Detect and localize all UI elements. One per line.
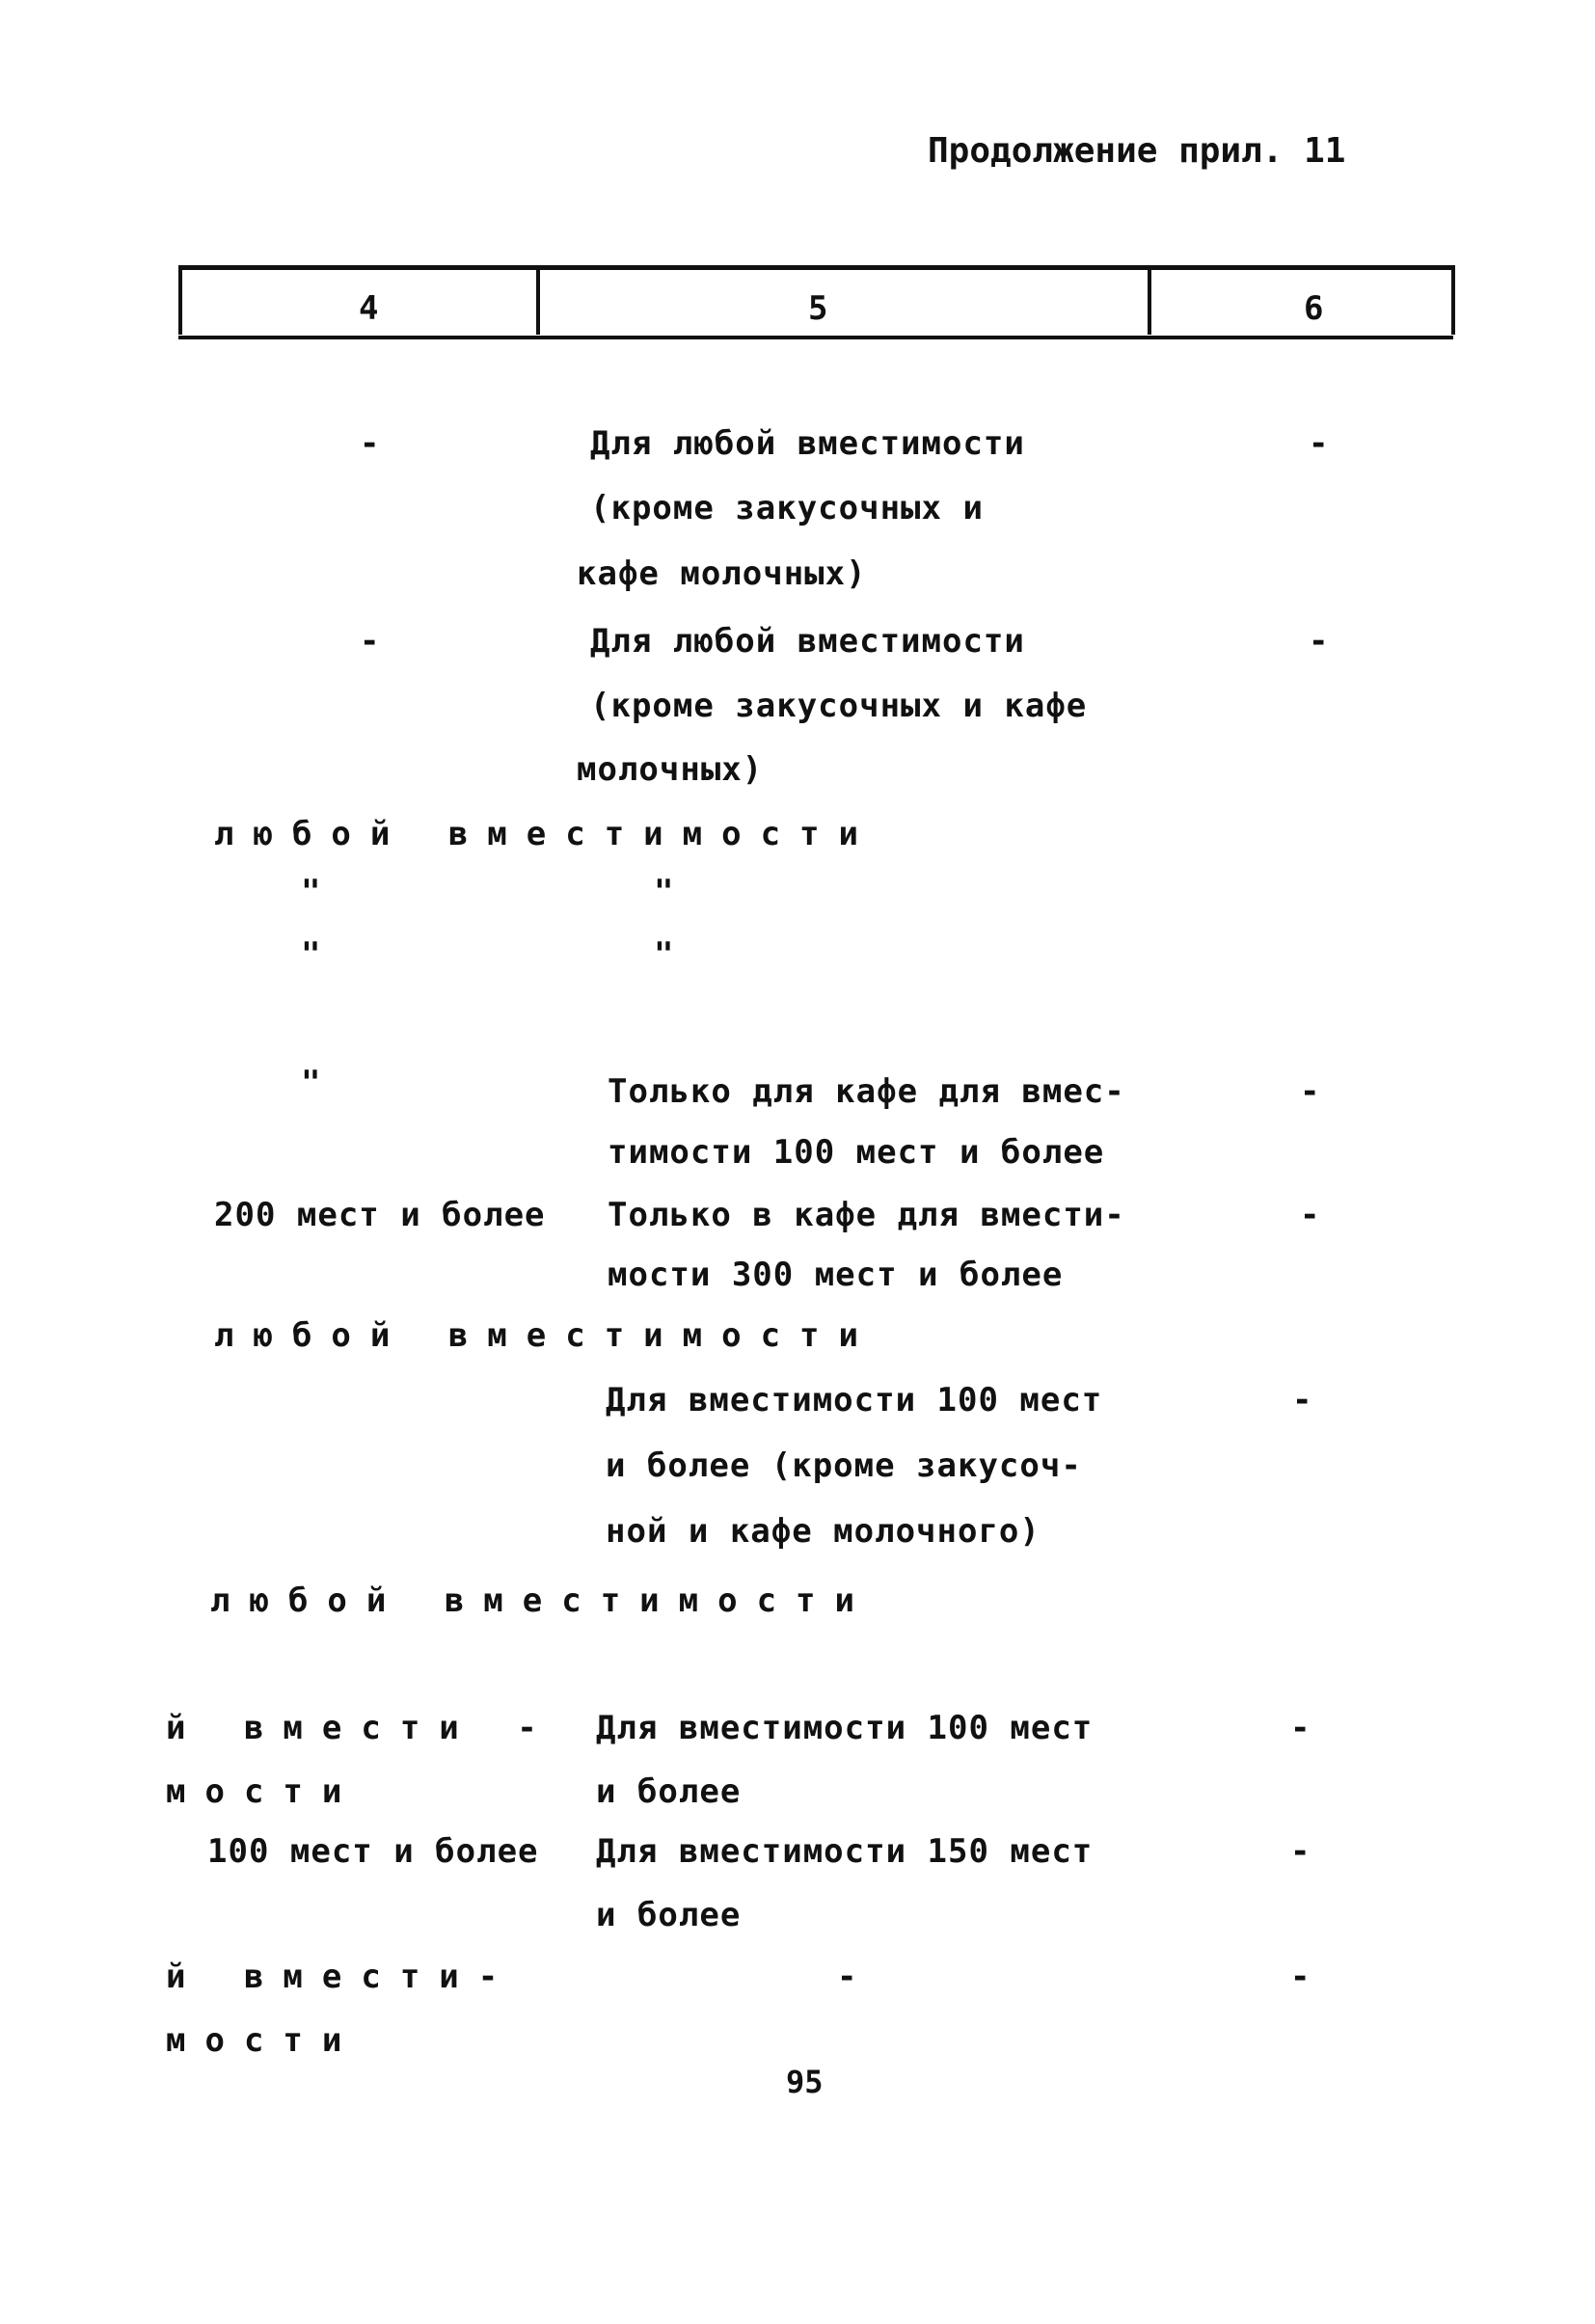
page-number: 95	[786, 2064, 824, 2100]
cell-col5-line: (кроме закусочных и кафе	[590, 687, 1088, 725]
cell-col4-line: й вмести-	[166, 1958, 518, 1996]
page-header: Продолжение прил. 11	[928, 131, 1346, 171]
table-border-right	[1451, 265, 1455, 335]
cell-col6: -	[1290, 1709, 1311, 1747]
ditto-mark: "	[301, 935, 321, 974]
cell-col4: -	[360, 424, 380, 463]
cell-col5-line: и более (кроме закусоч-	[606, 1446, 1082, 1485]
cell-col5-line: Для любой вместимости	[590, 424, 1025, 463]
cell-col5: -	[837, 1958, 857, 1996]
cell-col5-line: (кроме закусочных и	[590, 489, 984, 527]
column-number-6: 6	[1304, 289, 1324, 328]
column-number-5: 5	[808, 289, 828, 328]
cell-col6: -	[1300, 1072, 1320, 1111]
cell-col5-line: молочных)	[577, 750, 764, 789]
ditto-mark: "	[301, 1064, 321, 1102]
cell-col6: -	[1309, 622, 1329, 661]
cell-col4: 100 мест и более	[207, 1832, 539, 1871]
cell-col5-line: и более	[596, 1896, 742, 1934]
ditto-mark: "	[654, 873, 674, 911]
ditto-mark: "	[654, 935, 674, 974]
cell-col5-line: тимости 100 мест и более	[608, 1133, 1105, 1172]
cell-col5-line: Только для кафе для вмес-	[608, 1072, 1125, 1111]
cell-col5-line: кафе молочных)	[577, 554, 867, 593]
column-number-4: 4	[359, 289, 379, 328]
cell-col5-line: и более	[596, 1772, 742, 1811]
table-divider-2	[1148, 265, 1151, 335]
ditto-mark: "	[301, 873, 321, 911]
cell-col4-line: мости	[166, 1772, 362, 1811]
cell-col4-line: мости	[166, 2021, 362, 2060]
cell-col6: -	[1300, 1196, 1320, 1234]
cell-col4: -	[360, 622, 380, 661]
table-divider-1	[536, 265, 540, 335]
cell-col6: -	[1292, 1381, 1312, 1419]
spanning-text: любой вместимости	[210, 1581, 874, 1620]
cell-col5-line: Для вместимости 100 мест	[596, 1709, 1094, 1747]
spanning-text: любой вместимости	[214, 815, 878, 853]
cell-col6: -	[1290, 1832, 1311, 1871]
cell-col5-line: мости 300 мест и более	[608, 1256, 1064, 1294]
cell-col5-line: Для вместимости 100 мест	[606, 1381, 1103, 1419]
cell-col4-line: й вмести -	[166, 1709, 556, 1747]
cell-col5-line: Для вместимости 150 мест	[596, 1832, 1094, 1871]
cell-col6: -	[1309, 424, 1329, 463]
cell-col5-line: ной и кафе молочного)	[606, 1512, 1041, 1551]
cell-col6: -	[1290, 1958, 1311, 1996]
cell-col5-line: Для любой вместимости	[590, 622, 1025, 661]
spanning-text: любой вместимости	[214, 1316, 878, 1355]
cell-col5-line: Только в кафе для вмести-	[608, 1196, 1125, 1234]
table-border-left	[178, 265, 182, 335]
cell-col4: 200 мест и более	[214, 1196, 546, 1234]
